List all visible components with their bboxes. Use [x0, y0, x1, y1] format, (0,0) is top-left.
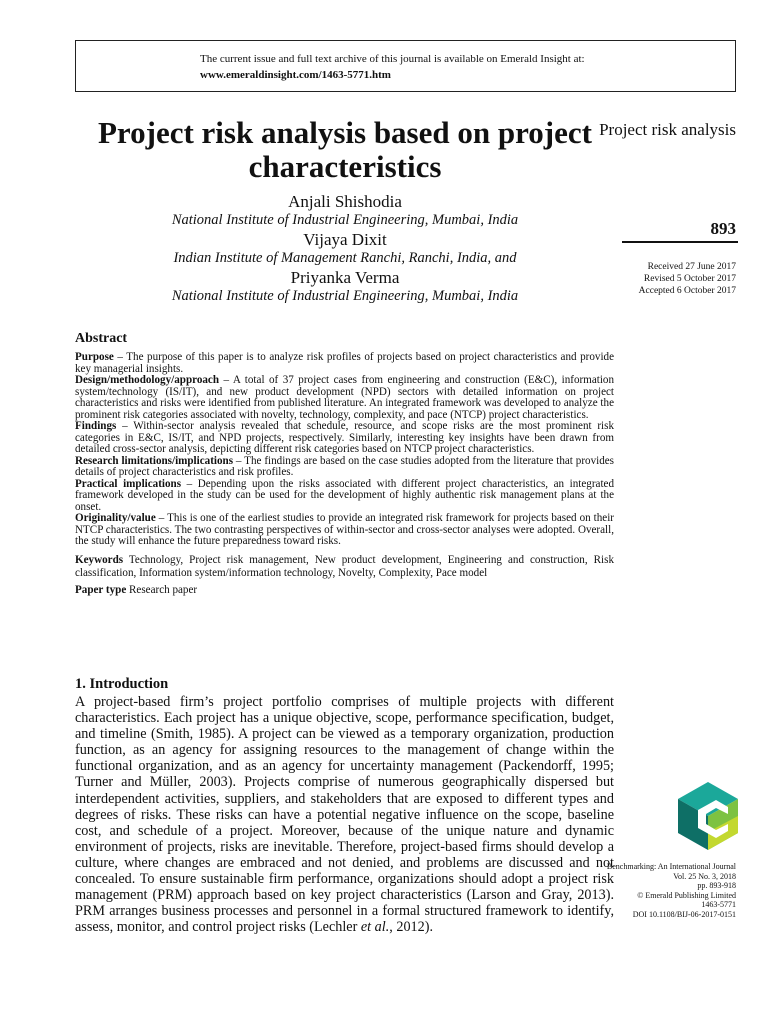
- archive-notice-box: [75, 40, 736, 92]
- author-affiliation: National Institute of Industrial Engineering, Mumbai, India: [171, 288, 519, 304]
- revised-date: Revised 5 October 2017: [643, 274, 736, 284]
- abstract-originality: [75, 513, 614, 548]
- paper-type: [75, 585, 614, 597]
- emerald-logo-icon: [676, 780, 740, 852]
- abstract-text: – A total of 37 project cases from engineering and construction (E&C), information system/technology (IS/IT), and new product development (NPD) sectors with detailed information on project characteristics and risks were identified from published literature. An integrated framework was developed to analyze the prominent risk categories associated with novelty, technology, complexity, and pace (NTCP) project characteristics.: [75, 374, 614, 421]
- margin-divider: [622, 241, 738, 243]
- abstract-text: – The purpose of this paper is to analyze risk profiles of projects based on project characteristics and provide key managerial insights.: [75, 351, 614, 375]
- paper-title: Project risk analysis based on project characteristics: [98, 115, 592, 184]
- author-list: [75, 192, 615, 306]
- abstract-label: Practical implications: [75, 477, 182, 490]
- abstract-section: [75, 331, 614, 596]
- abstract-label: Research limitations/implications: [75, 454, 234, 467]
- keywords-text: Technology, Project risk management, New product development, Engineering and construction, Risk classification, Information system/information technology, Novelty, Complexity, Pace model: [75, 553, 614, 579]
- journal-volume: Vol. 25 No. 3, 2018: [673, 871, 736, 881]
- paper-type-text: Research paper: [126, 583, 198, 596]
- author-name: Anjali Shishodia: [288, 192, 402, 211]
- journal-issn: 1463-5771: [701, 900, 736, 909]
- author-name: Priyanka Verma: [290, 268, 400, 287]
- abstract-label: Originality/value: [75, 512, 156, 524]
- author-affiliation: National Institute of Industrial Engineering, Mumbai, India: [171, 212, 519, 228]
- keywords: [75, 554, 614, 581]
- author-name: Vijaya Dixit: [303, 230, 387, 249]
- journal-copyright: © Emerald Publishing Limited: [637, 890, 736, 900]
- abstract-text: – This is one of the earliest studies to provide an integrated risk framework for projects based on their NTCP characteristics. The two contrasting perspectives of within-sector and cross-sector analyses were adopted. Overall, the study will enhance the future preparedness toward risks.: [75, 512, 614, 547]
- journal-doi: DOI 10.1108/BIJ-06-2017-0151: [632, 909, 736, 919]
- citation-italic: et al.: [360, 919, 390, 936]
- abstract-practical: [75, 479, 614, 514]
- received-date: Received 27 June 2017: [647, 262, 736, 272]
- abstract-findings: [75, 421, 614, 456]
- abstract-text: – Within-sector analysis revealed that schedule, resource, and scope risks are the most prominent risk categories in E&C, IS/IT, and NPD projects, respectively. Similarly, interesting key insights have been drawn from detailed cross-sector analysis, depicting different risk categories based on NTCP project characteristics.: [75, 420, 614, 455]
- abstract-purpose: [75, 352, 614, 375]
- abstract-text: – The findings are based on the case studies adopted from the literature that provides details of project characteristics and risk profiles.: [75, 454, 615, 478]
- accepted-date: Accepted 6 October 2017: [638, 286, 736, 296]
- paper-type-label: Paper type: [75, 583, 127, 596]
- archive-url-link[interactable]: www.emeraldinsight.com/1463-5771.htm: [200, 69, 391, 81]
- introduction-text-end: , 2012).: [389, 919, 433, 936]
- introduction-section: [75, 676, 614, 935]
- keywords-label: Keywords: [75, 553, 124, 566]
- abstract-label: Purpose: [75, 351, 114, 363]
- abstract-heading: Abstract: [75, 331, 128, 346]
- author-affiliation: Indian Institute of Management Ranchi, Ranchi, India, and: [173, 250, 517, 266]
- introduction-text: A project-based firm’s project portfolio comprises of multiple projects with different characteristics. Each project has a unique objective, scope, performance specification, budget, and timeline (Smith, 1985). A project can be viewed as a temporary organization, production function, as an agency for assigning resources to the management of change within the functional organization, and as an agency for uncertainty management (Packendorff, 1995; Turner and Müller, 2003). Projects comprise of numerous geographically dispersed but interdependent activities, suppliers, and stakeholders that are exposed to different types and degrees of risks. These risks can have a potential negative influence on the scope, baseline cost, and schedule of a project. Moreover, because of the unique nature and dynamic environment of projects, risks are inevitable. Therefore, project-based firms should develop a culture, where changes are embraced and not denied, and problems are discussed and not concealed. To ensure sustainable firm performance, organizations should adopt a project risk management (PRM) approach based on key project characteristics (Larson and Gray, 2013). PRM arranges business processes and personnel in a formal structured framework to identify, assess, monitor, and control project risks (Lechler: [75, 694, 614, 936]
- abstract-text: – Depending upon the risks associated with different project characteristics, an integrated framework developed in the study can be used for the development of highly authentic risk management plans at the onset.: [75, 477, 615, 513]
- running-title: Project risk analysis: [599, 120, 736, 139]
- journal-name: Benchmarking: An International Journal: [606, 862, 736, 871]
- submission-dates: [576, 261, 736, 297]
- archive-notice-text: The current issue and full text archive of this journal is available on Emerald Insight at:: [200, 53, 585, 65]
- journal-pages: pp. 893-918: [697, 881, 736, 890]
- abstract-label: Design/methodology/approach: [75, 374, 220, 386]
- introduction-heading: 1. Introduction: [75, 676, 169, 692]
- abstract-design: [75, 375, 614, 421]
- journal-info: [586, 862, 736, 919]
- abstract-limitations: [75, 456, 614, 479]
- introduction-paragraph: [75, 694, 614, 935]
- abstract-label: Findings: [75, 420, 117, 432]
- page-number: 893: [710, 219, 736, 238]
